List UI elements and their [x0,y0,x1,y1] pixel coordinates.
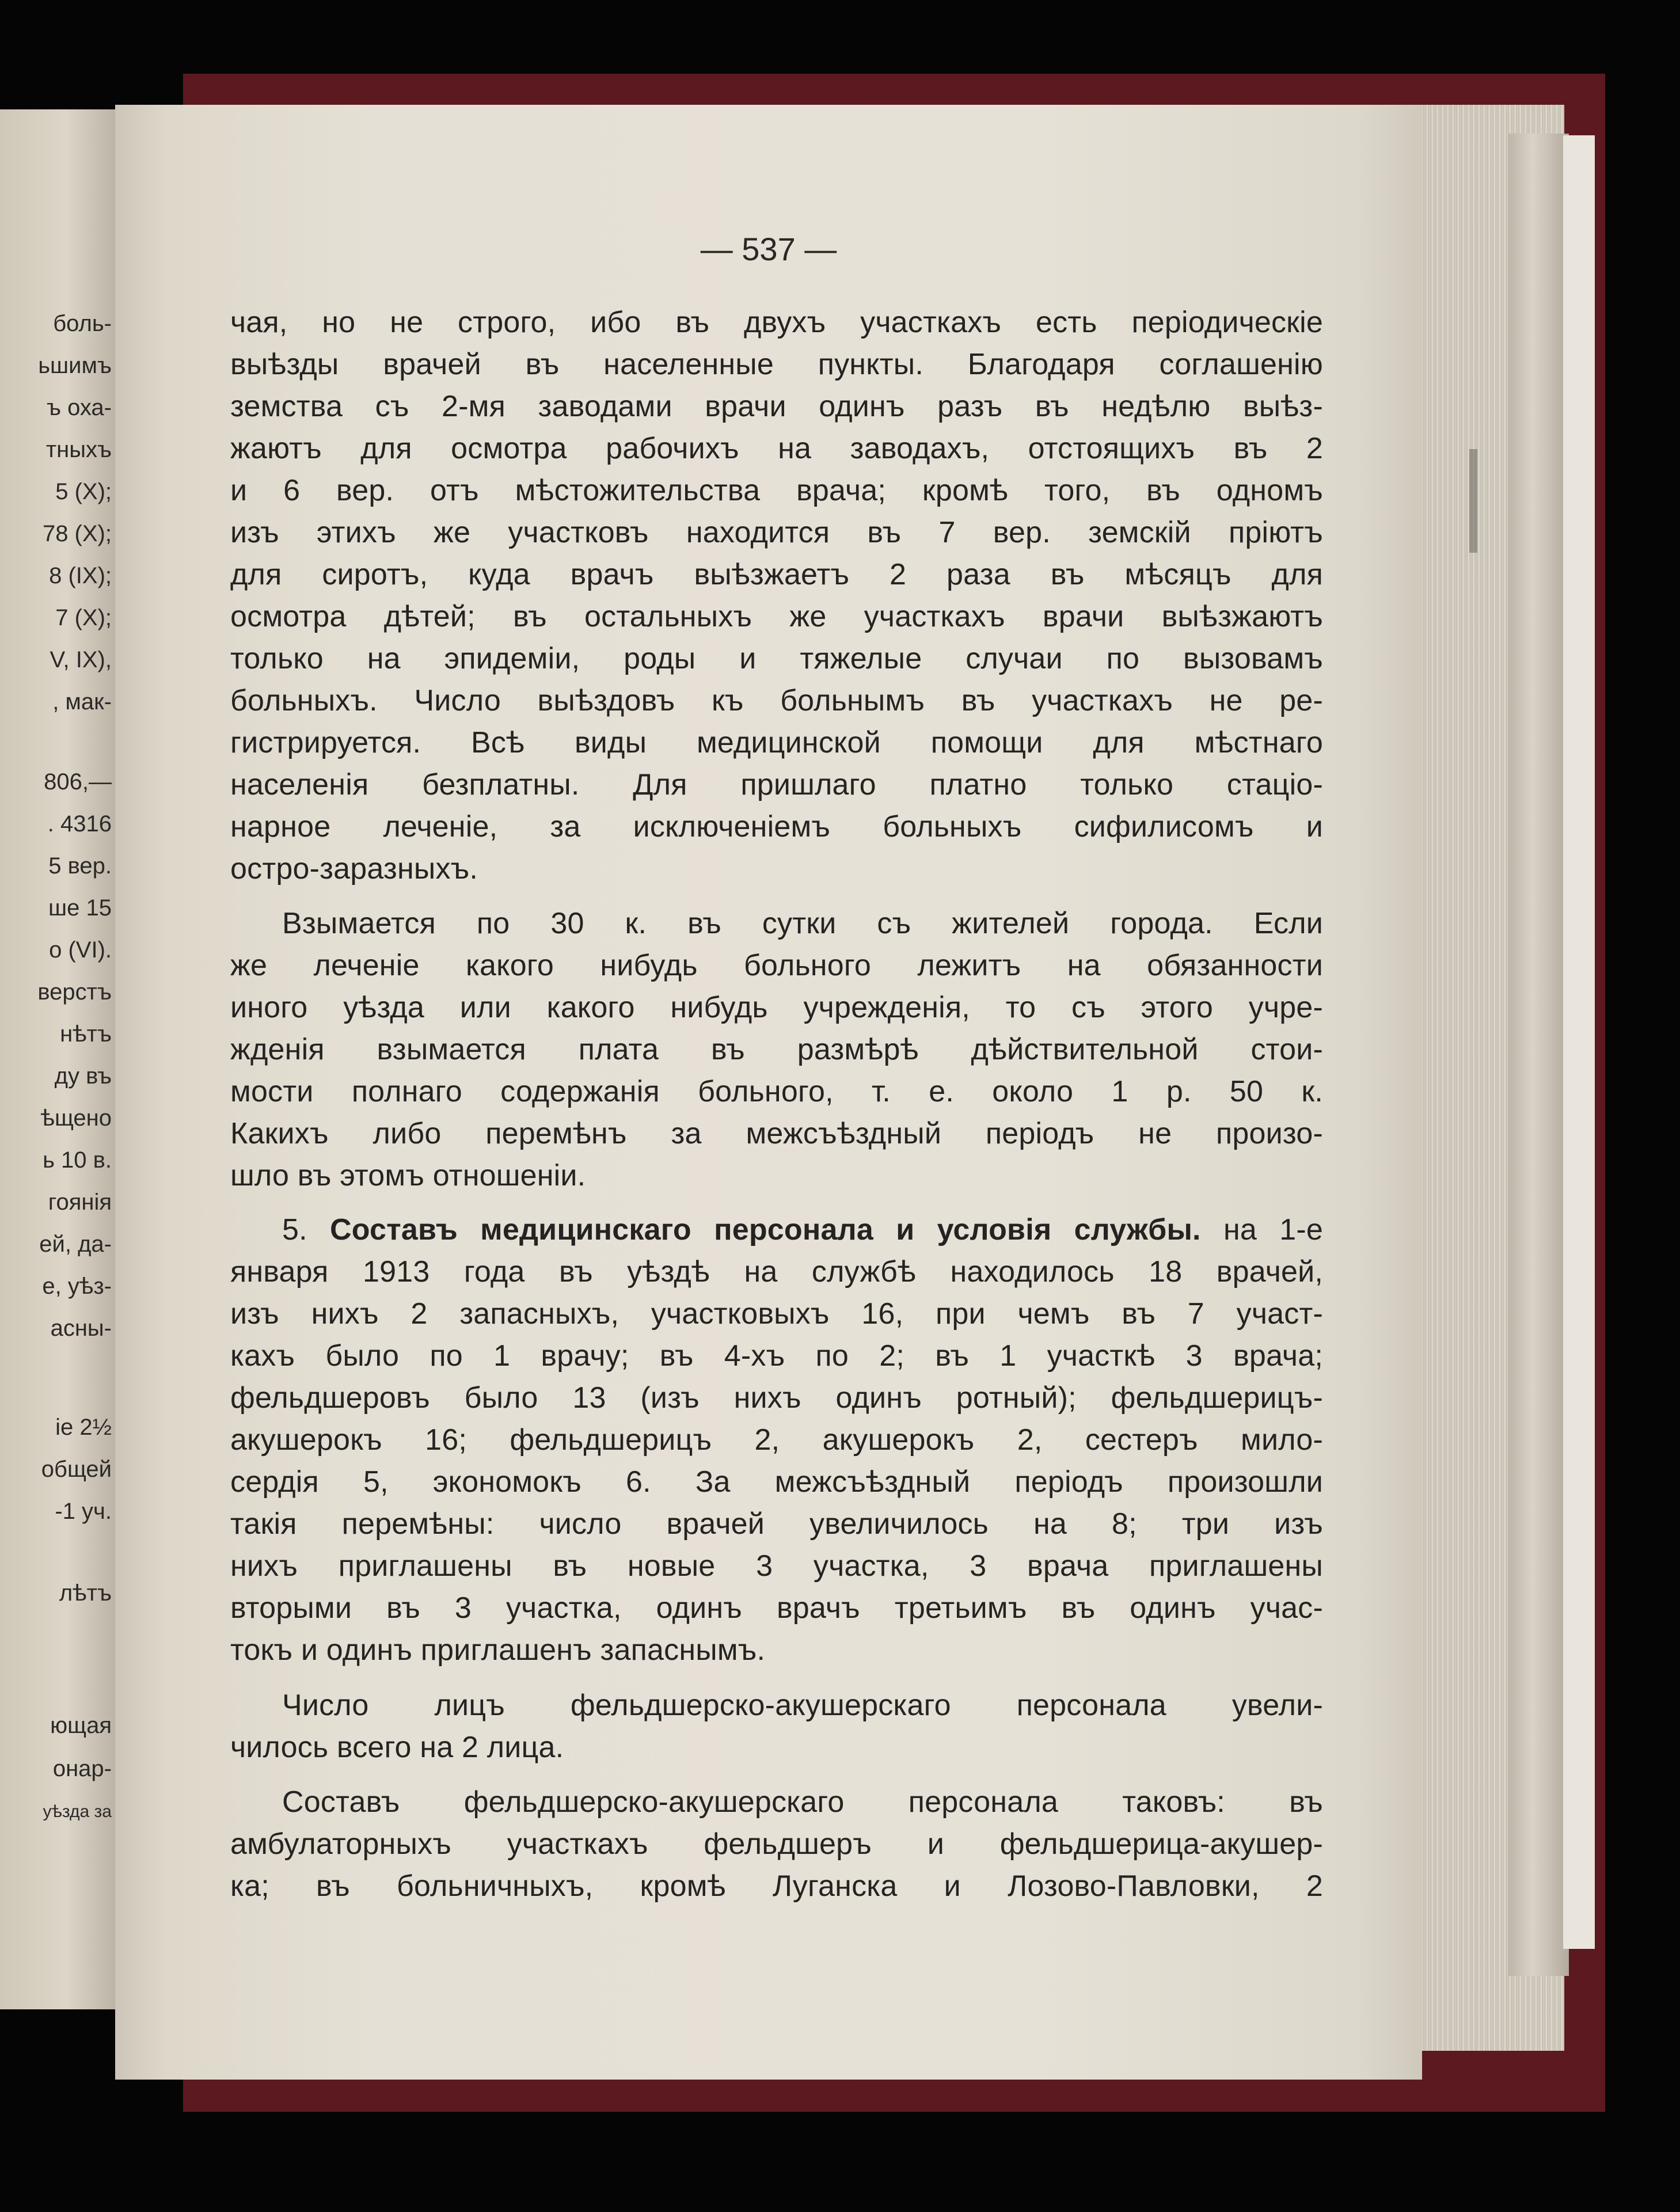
left-fragment: ѣщено [40,1105,112,1131]
left-fragment: , мак- [52,689,112,714]
edge-mark [1469,438,1477,610]
text-line: акушерокъ 16; фельдшерицъ 2, акушерокъ 2, сестеръ мило- [230,1423,1323,1457]
left-fragment: 78 (X); [42,521,112,546]
text-line: Число лицъ фельдшерско-акушерскаго персонала увели- [282,1689,1323,1722]
text-line: изъ этихъ же участковъ находится въ 7 вер. земскій пріютъ [230,516,1323,549]
text-line: января 1913 года въ уѣздѣ на службѣ находилось 18 врачей, [230,1255,1323,1289]
text-line: Составъ фельдшерско-акушерскаго персонала таковъ: въ [282,1785,1323,1819]
text-line: только на эпидеміи, роды и тяжелые случаи по вызовамъ [230,642,1323,675]
text-line: населенія безплатны. Для пришлаго платно только стаціо- [230,768,1323,801]
text-line: чая, но не строго, ибо въ двухъ участкахъ есть періодическіе [230,306,1323,339]
left-fragment: о (VI). [49,937,112,963]
left-fragment: ду въ [54,1063,112,1089]
left-fragment: гоянія [48,1189,112,1215]
text-line: сердія 5, экономокъ 6. За межсъѣздный періодъ произошли [230,1465,1323,1499]
left-fragment: лѣтъ [59,1580,112,1606]
section-number: 5. [282,1213,307,1246]
left-fragment: іе 2½ [55,1415,112,1440]
text-line: Взымается по 30 к. въ сутки съ жителей города. Если [282,907,1323,940]
text-line: такія перемѣны: число врачей увеличилось на 8; три изъ [230,1507,1323,1541]
text-line: же леченіе какого нибудь больного лежитъ на обязанности [230,949,1323,982]
left-fragment: 806,— [44,769,112,795]
text-line: осмотра дѣтей; въ остальныхъ же участкахъ врачи выѣзжаютъ [230,600,1323,633]
left-fragment: ьшимъ [38,353,112,378]
left-fragment: е, уѣз- [42,1274,112,1299]
text-line: и 6 вер. отъ мѣстожительства врача; кромѣ того, въ одномъ [230,474,1323,507]
left-fragment: ъ оха- [46,395,112,420]
text-line: шло въ этомъ отношеніи. [230,1159,586,1192]
page-edge-strip [1508,134,1569,1976]
text-line: кахъ было по 1 врачу; въ 4-хъ по 2; въ 1 участкѣ 3 врача; [230,1339,1323,1373]
text-line: выѣзды врачей въ населенные пункты. Благодаря соглашенію [230,348,1323,381]
text-line: земства съ 2-мя заводами врачи одинъ разъ въ недѣлю выѣз- [230,390,1323,423]
text-line: мости полнаго содержанія больного, т. е. около 1 р. 50 к. [230,1075,1323,1108]
text-line: чилось всего на 2 лица. [230,1731,564,1764]
text-line: нихъ приглашены въ новые 3 участка, 3 врача приглашены [230,1549,1323,1583]
left-fragment: боль- [53,311,112,336]
text-line: больныхъ. Число выѣздовъ къ больнымъ въ участкахъ не ре- [230,684,1323,717]
text-line: жаютъ для осмотра рабочихъ на заводахъ, отстоящихъ въ 2 [230,432,1323,465]
page-number: — 537 — [700,231,837,267]
text-line: остро-заразныхъ. [230,852,478,885]
text-line: токъ и одинъ приглашенъ запаснымъ. [230,1633,766,1667]
left-fragment: верстъ [37,979,112,1005]
book-page [115,105,1422,2080]
text-line: изъ нихъ 2 запасныхъ, участковыхъ 16, при чемъ въ 7 участ- [230,1297,1323,1331]
left-fragment: онар- [52,1756,112,1781]
text-line: жденія взымается плата въ размѣрѣ дѣйствительной стои- [230,1033,1323,1066]
left-fragment: 5 (X); [55,479,112,504]
text-line: иного уѣзда или какого нибудь учрежденія, то съ этого учре- [230,991,1323,1024]
left-fragment: тныхъ [45,437,112,462]
text-line: ка; въ больничныхъ, кромѣ Луганска и Лозово-Павловки, 2 [230,1869,1323,1903]
left-fragment: . 4316 [47,811,112,837]
section-heading-line [282,1213,1323,1247]
left-fragment: 5 вер. [48,853,112,879]
text-line: амбулаторныхъ участкахъ фельдшеръ и фельдшерица-акушер- [230,1827,1323,1861]
left-fragment: V, IX), [50,647,112,672]
text-line-tail: на 1-е [1223,1213,1323,1246]
left-fragment: ше 15 [48,895,112,921]
left-fragment: уѣзда за [43,1802,112,1821]
loose-sheet-edge [1563,135,1595,1949]
left-fragment: ь 10 в. [43,1147,112,1173]
text-line: Какихъ либо перемѣнъ за межсъѣздный періодъ не произо- [230,1117,1323,1150]
left-fragment: 7 (X); [55,605,112,630]
left-fragment: общей [41,1457,112,1482]
text-line: нарное леченіе, за исключеніемъ больныхъ сифилисомъ и [230,810,1323,843]
left-fragment: нѣтъ [60,1021,112,1047]
left-fragment: -1 уч. [55,1499,112,1524]
left-fragment: ей, да- [39,1232,112,1257]
text-line: гистрируется. Всѣ виды медицинской помощи для мѣстнаго [230,726,1323,759]
text-line: фельдшеровъ было 13 (изъ нихъ одинъ ротный); фельдшерицъ- [230,1381,1323,1415]
left-fragment: ющая [50,1713,112,1738]
section-heading: Составъ медицинскаго персонала и условія службы. [330,1213,1201,1246]
left-fragment: асны- [50,1316,112,1341]
text-line: вторыми въ 3 участка, одинъ врачъ третьимъ въ одинъ учас- [230,1591,1323,1625]
text-line: для сиротъ, куда врачъ выѣзжаетъ 2 раза въ мѣсяцъ для [230,558,1323,591]
left-page-fragment [0,109,120,2009]
left-fragment: 8 (IX); [49,563,112,588]
